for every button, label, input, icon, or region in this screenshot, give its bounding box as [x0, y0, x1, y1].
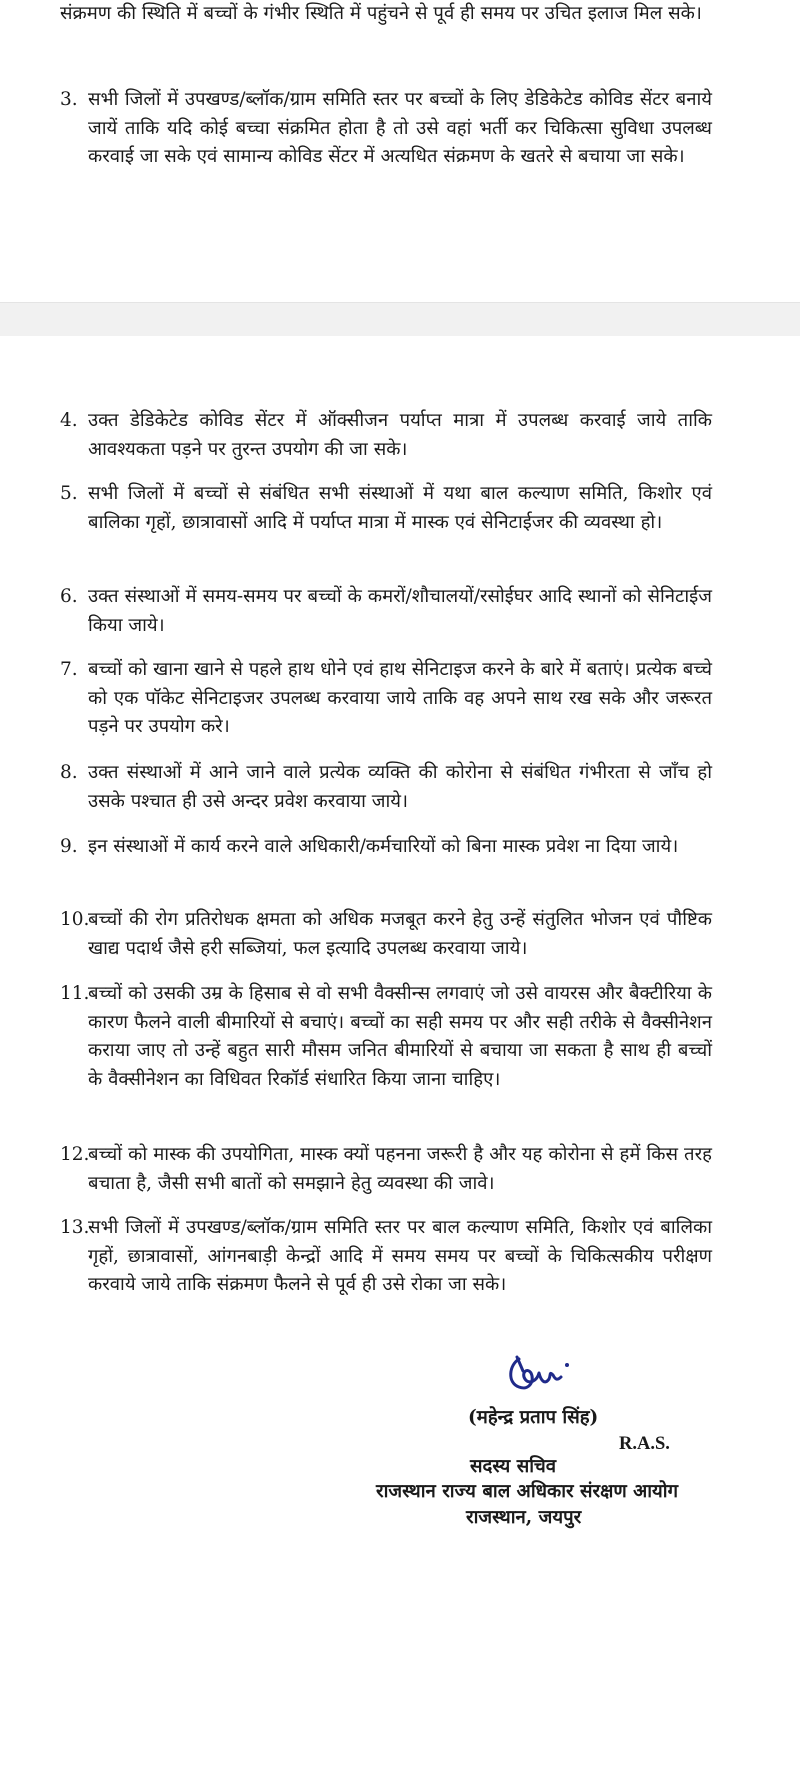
list-item-4: [60, 407, 712, 464]
list-item-12: [60, 1141, 712, 1198]
organization-location: राजस्थान, जयपुर: [466, 1507, 582, 1528]
item-number: 12.: [60, 1144, 90, 1165]
item-number: 9.: [60, 836, 78, 857]
list-item-6: [60, 583, 712, 640]
page-separator: [0, 302, 800, 338]
continuation-paragraph: संक्रमण की स्थिति में बच्चों के गंभीर स्थिति में पहुंचने से पूर्व ही समय पर उचित इलाज मिल सके।: [60, 3, 702, 24]
item-text: बच्चों को उसकी उम्र के हिसाब से वो सभी वैक्सीन्स लगवाएं जो उसे वायरस और बैक्टीरिया के कारण फैलने वाली बीमारियों से बचाएं। बच्चों का सही समय पर और सही तरीके से वैक्सीनेशन कराया जाए तो उन्हें बहुत सारी मौसम जनित बीमारियों से बचाया जा सकता है साथ ही बच्चों के वैक्सीनेशन का विधिवत रिकॉर्ड संधारित किया जाना चाहिए।: [88, 983, 712, 1090]
item-number: 13.: [60, 1217, 90, 1238]
page-sheet-top: [0, 0, 800, 302]
item-text: सभी जिलों में उपखण्ड/ब्लॉक/ग्राम समिति स्तर पर बच्चों के लिए डेडिकेटेड कोविड सेंटर बनाये जायें ताकि यदि कोई बच्चा संक्रमित होता है तो उसे वहां भर्ती कर चिकित्सा सुविधा उपलब्ध करवाई जा सके एवं सामान्य कोविड सेंटर में अत्यधित संक्रमण के खतरे से बचाया जा सके।: [88, 89, 712, 167]
list-item-3: [60, 86, 712, 172]
item-text: सभी जिलों में उपखण्ड/ब्लॉक/ग्राम समिति स्तर पर बाल कल्याण समिति, किशोर एवं बालिका गृहों, छात्रावासों, आंगनबाड़ी केन्द्रों आदि में समय समय पर बच्चों के चिकित्सकीय परीक्षण करवाये जाये ताकि संक्रमण फैलने से पूर्व ही उसे रोका जा सके।: [88, 1217, 712, 1295]
organization-name: राजस्थान राज्य बाल अधिकार संरक्षण आयोग: [376, 1481, 678, 1502]
item-text: उक्त डेडिकेटेड कोविड सेंटर में ऑक्सीजन पर्याप्त मात्रा में उपलब्ध करवाई जाये ताकि आवश्यकता पड़ने पर तुरन्त उपयोग की जा सके।: [88, 410, 712, 460]
item-number: 8.: [60, 762, 78, 783]
handwritten-signature: [505, 1351, 573, 1395]
item-text: इन संस्थाओं में कार्य करने वाले अधिकारी/कर्मचारियों को बिना मास्क प्रवेश ना दिया जाये।: [88, 836, 679, 857]
item-text: सभी जिलों में बच्चों से संबंधित सभी संस्थाओं में यथा बाल कल्याण समिति, किशोर एवं बालिका गृहों, छात्रावासों आदि में पर्याप्त मात्रा में मास्क एवं सेनिटाईजर की व्यवस्था हो।: [88, 483, 712, 533]
list-item-9: [60, 833, 712, 862]
list-item-11: [60, 980, 712, 1094]
signatory-name: (महेन्द्र प्रताप सिंह): [468, 1407, 599, 1428]
list-item-7: [60, 656, 712, 742]
item-text: बच्चों को मास्क की उपयोगिता, मास्क क्यों पहनना जरूरी है और यह कोरोना से हमें किस तरह बचाता है, जैसी सभी बातों को समझाने हेतु व्यवस्था की जावे।: [88, 1144, 712, 1194]
list-item-13: [60, 1214, 712, 1300]
item-number: 10.: [60, 909, 90, 930]
list-item-10: [60, 906, 712, 963]
item-number: 4.: [60, 410, 78, 431]
item-text: उक्त संस्थाओं में समय-समय पर बच्चों के कमरों/शौचालयों/रसोईघर आदि स्थानों को सेनिटाईज किया जाये।: [88, 586, 712, 636]
item-text: बच्चों की रोग प्रतिरोधक क्षमता को अधिक मजबूत करने हेतु उन्हें संतुलित भोजन एवं पौष्टिक खाद्य पदार्थ जैसे हरी सब्जियां, फल इत्यादि उपलब्ध करवाया जाये।: [88, 909, 712, 959]
list-item-5: [60, 480, 712, 537]
item-number: 11.: [60, 983, 90, 1004]
service-designation: R.A.S.: [619, 1434, 670, 1454]
item-number: 5.: [60, 483, 78, 504]
item-number: 7.: [60, 659, 78, 680]
item-number: 3.: [60, 89, 78, 110]
item-text: उक्त संस्थाओं में आने जाने वाले प्रत्येक व्यक्ति की कोरोना से संबंधित गंभीरता से जाँच हो उसके पश्चात ही उसे अन्दर प्रवेश करवाया जाये।: [88, 762, 712, 812]
item-text: बच्चों को खाना खाने से पहले हाथ धोने एवं हाथ सेनिटाइज करने के बारे में बताएं। प्रत्येक बच्चे को एक पॉकेट सेनिटाइजर उपलब्ध करवाया जाये ताकि वह अपने साथ रख सके और जरूरत पड़ने पर उपयोग करे।: [88, 659, 712, 737]
signatory-designation: सदस्य सचिव: [470, 1456, 557, 1477]
list-item-8: [60, 759, 712, 816]
item-number: 6.: [60, 586, 78, 607]
